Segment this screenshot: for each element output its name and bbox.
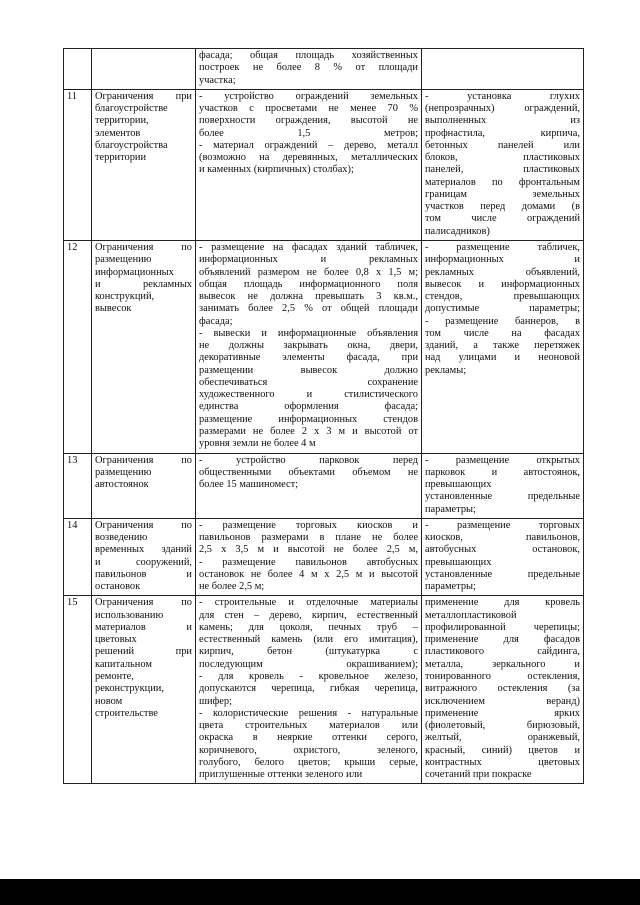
text-line: допустимые параметры; [425,303,580,315]
text-line: для стен – дерево, кирпич, естественный [199,609,418,621]
text-line: размерами не более 2 х 3 м и высотой от [199,425,418,437]
text-line: более 15 машиномест; [199,479,299,491]
text-line: (непрозрачных) ограждений, [425,103,580,115]
row-number-cell [64,49,92,90]
text-line: размещение информационных стендов [199,413,418,425]
text-line: использованию [95,609,164,621]
text-line: - размещение открытых [425,454,580,466]
allowed-cell [196,518,422,596]
text-line: - материал ограждений – дерево, металл [199,139,418,151]
row-number-cell: 12 [64,240,92,453]
table-row [64,49,584,90]
text-line: кирпич, бетон (штукатурка с [199,646,418,658]
text-line: - для кровель - кровельное железо, [199,671,418,683]
text-line: Ограничения по [95,241,192,253]
text-line: границам земельных [425,188,580,200]
prohibited-cell [422,518,584,596]
allowed-cell [196,49,422,90]
text-line: (возможно на деревянных, металлических [199,152,418,164]
text-line: палисадников) [425,225,490,237]
text-line: и рекламных [95,278,192,290]
text-line: благоустройстве [95,103,168,115]
text-line: профнастила, кирпича, [425,127,580,139]
text-line: рекламных объявлений, [425,266,580,278]
text-line: единства оформления фасада; [199,401,418,413]
text-line: территории, [95,115,149,127]
text-line: металла, зеркального и [425,658,580,670]
text-line: 2,5 х 3,5 м и высотой не более 2,5 м, [199,544,418,556]
topic-cell [92,596,196,784]
table-row [64,453,584,518]
text-line: последующим окрашиванием); [199,658,418,670]
text-line: естественный камень (или его имитация), [199,634,418,646]
text-line: установленные предельные [425,568,580,580]
text-line: павильонов и [95,568,192,580]
text-line: над улицами и неоновой [425,352,580,364]
text-line: фасада; общая площадь хозяйственных [199,50,418,61]
text-line: - колористические решения - натуральные [199,707,418,719]
topic-cell [92,518,196,596]
topic-cell [92,89,196,240]
restrictions-table-body [64,49,584,784]
text-line: Ограничения по [95,597,192,609]
text-line: бетонных панелей или [425,139,580,151]
text-line: строительстве [95,707,158,719]
allowed-cell [196,89,422,240]
text-line: вывесок и информационных [425,278,580,290]
text-line: информационных [95,266,174,278]
text-line: - размещение торговых [425,519,580,531]
text-line: исключением веранд) [425,695,580,707]
text-line: Ограничения при [95,90,192,102]
text-line: общественными объектами объемом не [199,466,418,478]
text-line: - строительные и отделочные материалы [199,597,418,609]
text-line: - устройство ограждений земельных [199,90,418,102]
topic-cell [92,49,196,90]
text-line: витражного остекления (за [425,683,580,695]
text-line: цвета строительных материалов или [199,720,418,732]
text-line: применение для фасадов [425,634,580,646]
text-line: автобусных остановок, [425,544,580,556]
text-line: решений при [95,646,192,658]
text-line: параметры; [425,503,476,515]
text-line: киосков, павильонов, [425,532,580,544]
text-line: участков перед домами (в [425,201,580,213]
text-line: информационных и [425,254,580,266]
text-line: временных зданий [95,544,192,556]
text-line: размещении вывесок должно [199,364,418,376]
text-line: - устройство парковок перед [199,454,418,466]
text-line: объявлений размером не более 0,8 х 1,5 м; [199,266,418,278]
restrictions-table [63,48,584,784]
text-line: шифер; [199,695,232,707]
text-line: голубого, белого цветов; крыши серые, [199,756,418,768]
text-line: профилированной черепицы; [425,621,580,633]
text-line: автостоянок [95,479,149,491]
row-number-cell: 14 [64,518,92,596]
text-line: блоков, пластиковых [425,152,580,164]
text-line: том числе на фасадах [425,327,580,339]
text-line: применение для кровель [425,597,580,609]
table-row [64,89,584,240]
table-row [64,596,584,784]
text-line: - установка глухих [425,90,580,102]
text-line: панелей, пластиковых [425,164,580,176]
text-line: обеспечиваться сохранение [199,376,418,388]
text-line: (фиолетовый, бирюзовый, [425,720,580,732]
text-line: построек не более 8 % от площади [199,62,418,74]
text-line: элементов [95,127,141,139]
text-line: сочетаний при покраске [425,769,532,781]
prohibited-cell [422,89,584,240]
text-line: параметры; [425,581,476,593]
text-line: зданий, а также перетяжек [425,340,580,352]
prohibited-cell [422,596,584,784]
text-line: - вывески и информационные объявления [199,327,418,339]
text-line: парковок и автостоянок, [425,466,580,478]
row-number-cell: 13 [64,453,92,518]
text-line: - размещение торговых киосков и [199,519,418,531]
text-line: Ограничения по [95,519,192,531]
topic-cell [92,453,196,518]
text-line: возведению [95,532,148,544]
allowed-cell [196,240,422,453]
text-line: материалов и [95,621,192,633]
text-line: территории [95,152,147,164]
text-line: материалов по фронтальным [425,176,580,188]
text-line: фасада; [199,315,233,327]
text-line: камень; для цоколя, печных труб – [199,621,418,633]
text-line: приглушенные оттенки зеленого или [199,769,363,781]
text-line: капитальном [95,658,152,670]
text-line: размещению [95,466,152,478]
text-line: применение ярких [425,707,580,719]
prohibited-cell [422,49,584,90]
topic-cell [92,240,196,453]
text-line: вывесок не должна превышать 3 кв.м., [199,291,418,303]
text-line: тонированного остекления, [425,671,580,683]
text-line: Ограничения по [95,454,192,466]
row-number-cell: 11 [64,89,92,240]
text-line: остановок [95,581,141,593]
text-line: красный, синий) цветов и [425,744,580,756]
text-line: установленные предельные [425,491,580,503]
text-line: - размещение на фасадах зданий табличек, [199,241,418,253]
text-line: ремонте, [95,671,134,683]
text-line: информационных и рекламных [199,254,418,266]
text-line: поверхности ограждения, высотой не [199,115,418,127]
text-line: занимать более 2,5 % от общей площади [199,303,418,315]
text-line: участков с просветами не менее 70 % [199,103,418,115]
text-line: более 1,5 метров; [199,127,418,139]
text-line: окраска в неяркие оттенки серого, [199,732,418,744]
text-line: том числе ограждений [425,213,580,225]
text-line: не более 2,5 м; [199,581,265,593]
text-line: и сооружений, [95,556,192,568]
text-line: общая площадь информационного поля [199,278,418,290]
text-line: не должны закрывать окна, двери, [199,340,418,352]
text-line: - размещение баннеров, в [425,315,580,327]
text-line: участка; [199,74,236,86]
table-row [64,518,584,596]
row-number-cell: 15 [64,596,92,784]
text-line: коричневого, охристого, зеленого, [199,744,418,756]
prohibited-cell [422,453,584,518]
table-row [64,240,584,453]
allowed-cell [196,596,422,784]
text-line: - размещение павильонов автобусных [199,556,418,568]
text-line: - размещение табличек, [425,241,580,253]
text-line: декоративные элементы фасада, при [199,352,418,364]
allowed-cell [196,453,422,518]
text-line: и каменных (кирпичных) столбах); [199,164,354,176]
text-line: благоустройства [95,139,168,151]
text-line: выполненных из [425,115,580,127]
text-line: рекламы; [425,364,467,376]
text-line: превышающих [425,479,492,491]
text-line: стендов, превышающих [425,291,580,303]
text-line: конструкций, [95,291,155,303]
text-line: новом [95,695,123,707]
scan-bottom-edge [0,879,640,905]
text-line: цветовых [95,634,137,646]
text-line: допускаются черепица, гибкая черепица, [199,683,418,695]
document-page [63,48,583,784]
text-line: контрастных цветовых [425,756,580,768]
text-line: уровня земли не более 4 м [199,438,316,450]
prohibited-cell [422,240,584,453]
text-line: реконструкции, [95,683,164,695]
text-line: превышающих [425,556,492,568]
text-line: остановок не более 4 м х 2,5 м и высотой [199,568,418,580]
text-line: павильонов размерами в плане не более [199,532,418,544]
text-line: пластикового сайдинга, [425,646,580,658]
text-line: металлопластиковой [425,609,517,621]
text-line: художественного и стилистического [199,389,418,401]
text-line: размещению [95,254,152,266]
text-line: вывесок [95,303,132,315]
text-line: желтый, оранжевый, [425,732,580,744]
